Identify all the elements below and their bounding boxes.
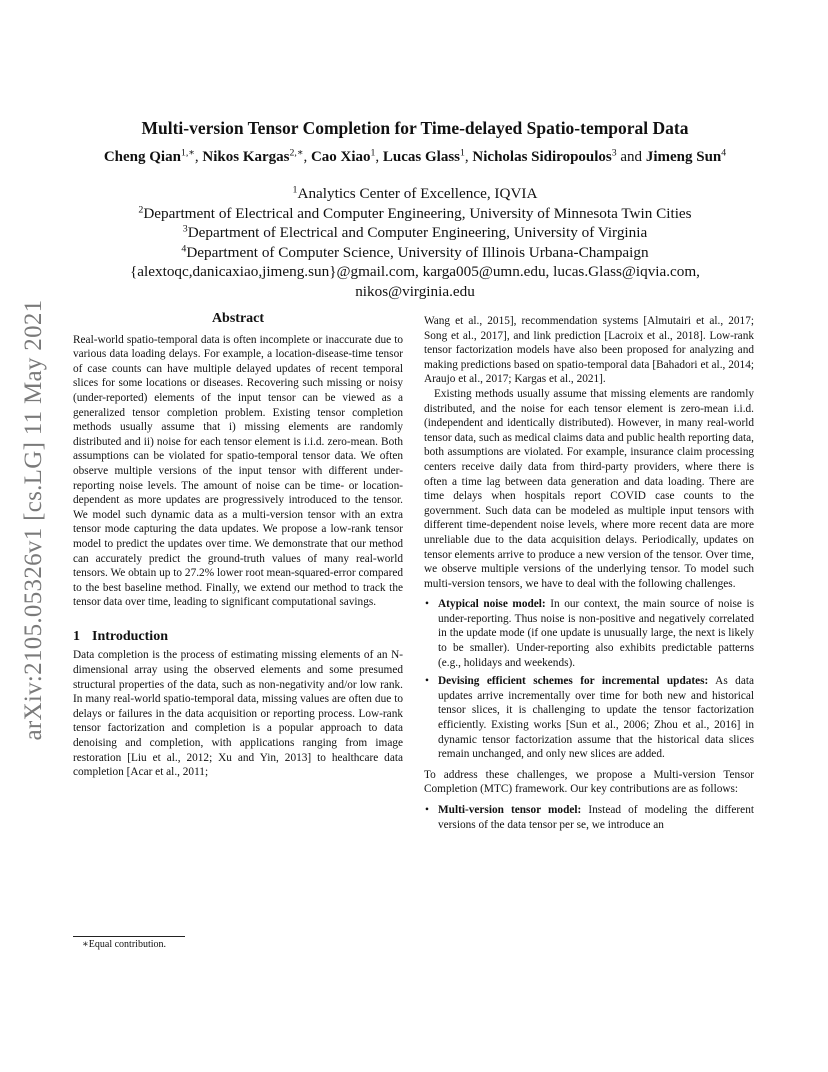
affiliation: $^4$Department of Computer Science, University of Illinois Urbana-Champaign	[181, 243, 649, 261]
email-line: {alextoqc,danicaxiao,jimeng.sun}@gmail.com, karga005@umn.edu, lucas.Glass@iqvia.com,	[130, 263, 700, 281]
section-number: 1	[73, 628, 80, 644]
list-item-text: In our context, the main source of noise is under-reporting. Thus noise is non-positive and negatively correlated in the update mode (if one update is unusually large, the next is likely to be smaller). Under-reporting also exhibits predictable patterns (e.g., holidays and weekends).	[438, 598, 754, 669]
affiliation: $^1$Analytics Center of Excellence, IQVIA	[292, 184, 538, 202]
body-paragraph: To address these challenges, we propose a Multi-version Tensor Completion (MTC) framework. Our key contributions are as follows:	[424, 768, 754, 796]
email-line: nikos@virginia.edu	[355, 282, 475, 300]
arxiv-sidebar	[8, 280, 60, 760]
author-name: Nikos Kargas	[202, 149, 290, 165]
left-column	[73, 312, 403, 780]
abstract-heading: Abstract	[211, 311, 265, 326]
author-affil-mark: 1,∗	[180, 147, 195, 159]
section-title: Introduction	[92, 628, 168, 644]
author-and: and	[620, 149, 643, 165]
right-column	[424, 314, 754, 838]
paper-title: Multi-version Tensor Completion for Time-delayed Spatio-temporal Data	[141, 118, 689, 138]
affiliation: $^3$Department of Electrical and Computer Engineering, University of Virginia	[182, 223, 648, 242]
list-item	[424, 597, 754, 670]
author-name: Jimeng Sun	[645, 149, 722, 165]
author-list: Cheng Qian$^{1,∗}$, Nikos Kargas$^{2,∗}$, Cao Xiao$^1$, Lucas Glass$^1$, Nicholas Sidiropoulos$^3$ and Jimeng Sun$^4$	[103, 147, 727, 165]
list-item	[424, 803, 754, 832]
list-item-heading: Devising efficient schemes for incremental updates:	[438, 675, 709, 688]
list-item	[424, 674, 754, 762]
list-item-heading: Multi-version tensor model:	[438, 804, 582, 816]
author-affil-mark: 4	[721, 147, 727, 159]
author-name: Lucas Glass	[382, 149, 461, 165]
abstract-text: Real-world spatio-temporal data is often incomplete or inaccurate due to various data loading delays. For example, a location-disease-time tensor of case counts can have multiple delayed updates of recent temporal slices for some locations or diseases. Recovering such missing or noisy (under-reported) elements of the input tensor can be viewed as a generalized tensor completion problem. Existing tensor completion methods usually assume that i) missing elements are randomly distributed and ii) noise for each tensor element is i.i.d. zero-mean. Both assumptions can be violated for spatio-temporal tensor data. We often observe multiple versions of the input tensor with different under-reporting noise levels. The amount of noise can be time- or location-dependent as more updates are progressively introduced to the tensor. We model such dynamic data as a multi-version tensor with an extra tensor mode capturing the data updates. We propose a low-rank tensor model to predict the updates over time. We demonstrate that our method can accurately predict the ground-truth values of many real-world tensors. We obtain up to 27.2% lower root mean-squared-error compared to the best baseline method. Finally, we extend our method to track the tensor data over time, leading to significant computational savings.	[73, 333, 403, 609]
author-affil-mark: 3	[611, 147, 617, 159]
author-name: Nicholas Sidiropoulos	[472, 149, 612, 165]
footnote-rule	[73, 936, 185, 937]
author-affil-mark: 1	[370, 147, 376, 159]
affiliations	[70, 184, 760, 302]
list-item-text: Instead of modeling the different versions of the data tensor per se, we introduce an	[438, 804, 754, 831]
section-heading	[73, 630, 403, 645]
author-affil-mark: 1	[460, 147, 465, 159]
arxiv-identifier: arXiv:2105.05326v1 [cs.LG] 11 May 2021	[20, 299, 47, 741]
footnote: ∗Equal contribution.	[82, 939, 167, 950]
list-item-text: As data updates arrive incrementally over time for both new and historical tensor slices, it is challenging to update the tensor factorization efficiently. Existing works [Sun et al., 2006; Zhou et al., 2016] in dynamic tensor factorization assume that the historical data slices remain unchanged, and only new slices are added.	[438, 675, 754, 761]
author-name: Cheng Qian	[103, 149, 181, 165]
affiliation: $^2$Department of Electrical and Computer Engineering, University of Minnesota Twin Cities	[138, 204, 692, 222]
challenge-list	[424, 597, 754, 762]
author-affil-mark: 2,∗	[289, 147, 304, 159]
intro-paragraph: Data completion is the process of estimating missing elements of an N-dimensional array using the observed elements and some presumed structural properties of the data, such as non-negativity and/or low rank. In many real-world spatio-temporal data, missing values are often due to delays or failures in the data acquisition or reporting process. Low-rank tensor factorization and completion is a popular approach to data denoising and completion, with applications ranging from image restoration [Liu et al., 2012; Xu and Yin, 2013] to healthcare data completion [Acar et al., 2011;	[73, 649, 403, 779]
list-item-heading: Atypical noise model:	[438, 598, 546, 611]
body-paragraph: Existing methods usually assume that missing elements are randomly distributed, and the noise for each tensor element is zero-mean i.i.d. (independent and identically distributed). However, in many real-world tensor data, such as medical claims data and public health reporting data, both assumptions are violated. For example, insurance claim processing centers receive daily data from third-party providers, where there is often a time lag between data generation and data loading. There are time delays when hospitals report COVID case counts to the government. Such data can be modeled as multiple input tensors with different time-dependent noise levels, where more recent data are more unreliable due to the data acquisition delays. Periodically, updates on tensor elements arrive to produce a new version of the tensor. Over time, we observe multiple versions of the underlying tensor. To model such multi-version tensors, we have to deal with the following challenges.	[424, 387, 754, 590]
body-paragraph: Wang et al., 2015], recommendation systems [Almutairi et al., 2017; Song et al., 2017], and link prediction [Lacroix et al., 2018]. Low-rank tensor factorization models have also been proposed for analyzing and making predictions based on spatio-temporal data [Bahadori et al., 2014; Araujo et al., 2017; Kargas et al., 2021].	[424, 315, 754, 386]
author-name: Cao Xiao	[310, 149, 371, 165]
contribution-list	[424, 803, 754, 832]
